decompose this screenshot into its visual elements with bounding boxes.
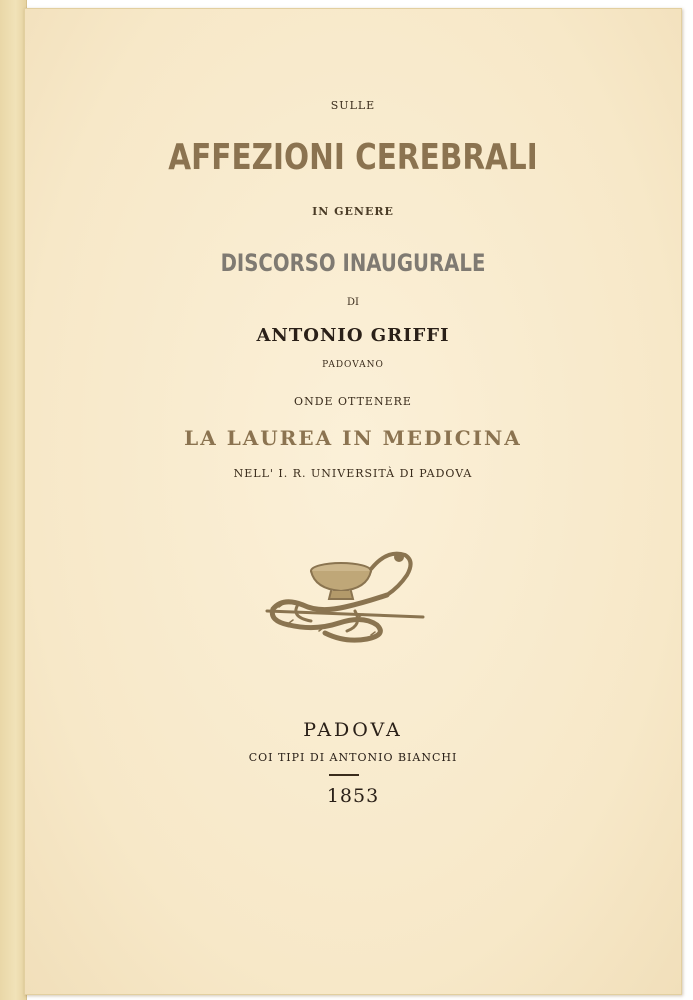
bowl-of-hygieia-serpent-emblem-icon (259, 545, 427, 645)
imprint-year: 1853 (326, 785, 380, 807)
work-type: DISCORSO INAUGURALE (220, 249, 486, 277)
author-origin: PADOVANO (322, 360, 384, 370)
subtitle: IN GENERE (312, 205, 394, 218)
title-prefix: SULLE (330, 99, 376, 112)
book-spine-edge (0, 0, 27, 1000)
imprint-divider (329, 774, 359, 776)
main-title: AFFEZIONI CEREBRALI (168, 137, 538, 178)
title-page (24, 8, 682, 995)
purpose-line: ONDE OTTENERE (294, 395, 412, 408)
by-line: DI (347, 297, 359, 308)
degree-line: LA LAUREA IN MEDICINA (184, 426, 522, 450)
imprint-printer: COI TIPI DI ANTONIO BIANCHI (248, 751, 458, 764)
imprint-city: PADOVA (303, 719, 403, 741)
author-name: ANTONIO GRIFFI (256, 325, 450, 346)
institution-line: NELL' I. R. UNIVERSITÀ DI PADOVA (233, 467, 473, 480)
